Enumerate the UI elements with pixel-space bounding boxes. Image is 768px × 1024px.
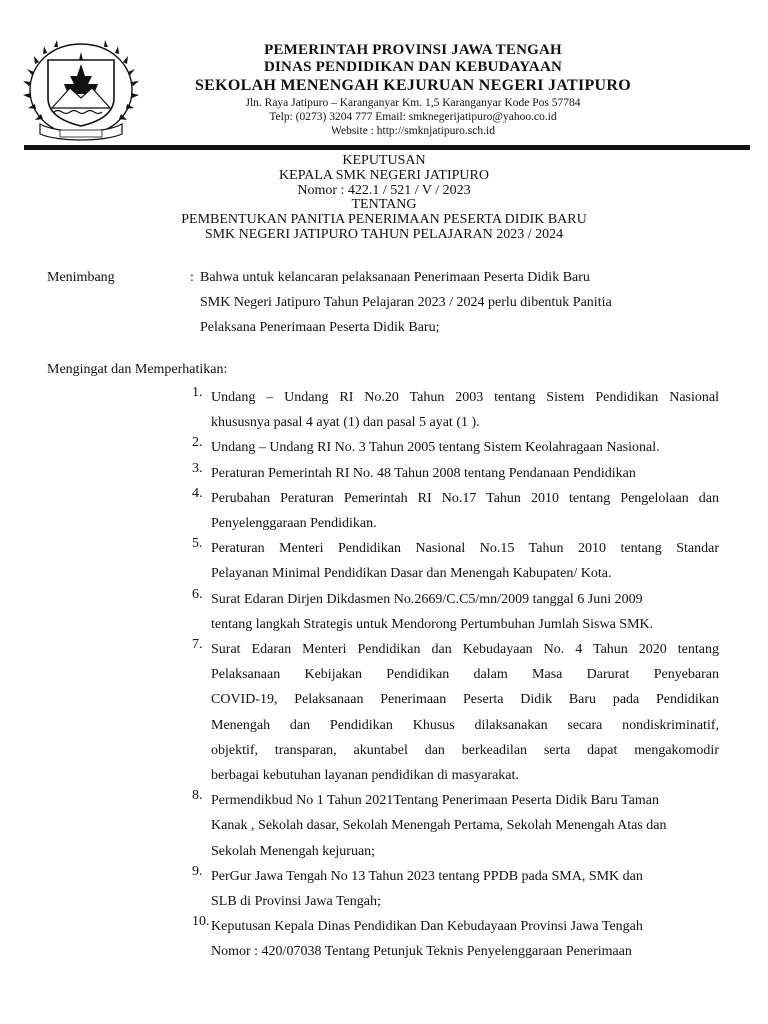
title-keputusan: KEPUTUSAN	[342, 153, 426, 168]
list-item-line: Undang – Undang RI No.20 Tahun 2003 tentang Sistem Pendidikan Nasional	[211, 390, 719, 405]
title-tentang: TENTANG	[351, 197, 417, 213]
jawa-tengah-emblem-icon	[22, 38, 140, 142]
list-item-line: Permendikbud No 1 Tahun 2021Tentang Penerimaan Peserta Didik Baru Taman	[211, 793, 659, 809]
menimbang-line: Bahwa untuk kelancaran pelaksanaan Penerimaan Peserta Didik Baru	[200, 270, 590, 285]
government-name: PEMERINTAH PROVINSI JAWA TENGAH	[264, 42, 562, 58]
list-item-line: SLB di Provinsi Jawa Tengah;	[211, 894, 381, 910]
list-item	[192, 637, 719, 788]
list-item-line: berbagai kebutuhan layanan pendidikan di masyarakat.	[211, 768, 519, 784]
list-item-line: Undang – Undang RI No. 3 Tahun 2005 tentang Sistem Keolahragaan Nasional.	[211, 440, 660, 456]
list-item	[192, 587, 719, 637]
list-item-line: khususnya pasal 4 ayat (1) dan pasal 5 ayat (1 ).	[211, 415, 480, 431]
list-item-line: Pelayanan Minimal Pendidikan Dasar dan Menengah Kabupaten/ Kota.	[211, 566, 612, 582]
decree-number: Nomor : 422.1 / 521 / V / 2023	[297, 182, 471, 198]
menimbang-label: Menimbang	[47, 270, 115, 285]
list-item-line: Pelaksanaan Kebijakan Pendidikan dalam Masa Darurat Penyebaran	[211, 667, 719, 683]
list-item	[192, 536, 719, 586]
list-item-line: Perubahan Peraturan Pemerintah RI No.17 Tahun 2010 tentang Pengelolaan dan	[211, 490, 719, 506]
list-item-number: 2.	[192, 435, 203, 451]
letterhead-divider	[24, 145, 750, 150]
list-item-number: 9.	[192, 863, 203, 879]
list-item	[192, 486, 719, 536]
list-item	[192, 461, 719, 486]
list-item	[192, 864, 719, 914]
decree-title	[100, 154, 668, 243]
list-item-number: 10.	[192, 914, 210, 930]
list-item-line: objektif, transparan, akuntabel dan berkeadilan serta dapat mengakomodir	[211, 742, 719, 758]
list-item-number: 8.	[192, 788, 203, 804]
school-contact: Telp: (0273) 3204 777 Email: smknegerijatipuro@yahoo.co.id	[269, 111, 557, 123]
list-item	[192, 788, 719, 864]
list-item-number: 7.	[192, 637, 203, 653]
decree-subject-line2: SMK NEGERI JATIPURO TAHUN PELAJARAN 2023 / 2024	[204, 226, 564, 242]
list-item	[192, 435, 719, 460]
list-item	[192, 914, 719, 964]
list-item-number: 3.	[192, 460, 203, 476]
letterhead	[0, 0, 768, 150]
list-item-number: 6.	[192, 586, 203, 602]
list-item	[192, 385, 719, 435]
list-item-line: Peraturan Pemerintah RI No. 48 Tahun 2008 tentang Pendanaan Pendidikan	[211, 465, 636, 481]
menimbang-line: SMK Negeri Jatipuro Tahun Pelajaran 2023 / 2024 perlu dibentuk Panitia	[200, 295, 612, 310]
list-item-line: PerGur Jawa Tengah No 13 Tahun 2023 tentang PPDB pada SMA, SMK dan	[211, 868, 643, 884]
list-item-line: Penyelenggaraan Pendidikan.	[211, 516, 377, 532]
list-item-number: 5.	[192, 536, 203, 552]
list-item-number: 4.	[192, 485, 203, 501]
list-item-number: 1.	[192, 385, 203, 400]
list-item-line: Peraturan Menteri Pendidikan Nasional No.15 Tahun 2010 tentang Standar	[211, 541, 719, 557]
decree-subject-line1: PEMBENTUKAN PANITIA PENERIMAAN PESERTA DIDIK BARU	[181, 212, 587, 228]
mengingat-label: Mengingat dan Memperhatikan:	[47, 362, 228, 377]
list-item-line: Menengah dan Pendidikan Khusus dilaksanakan secara nondiskriminatif,	[211, 717, 719, 733]
menimbang-line: Pelaksana Penerimaan Peserta Didik Baru;	[200, 320, 440, 335]
letterhead-text	[150, 42, 676, 138]
list-item-line: tentang langkah Strategis untuk Mendorong Pertumbuhan Jumlah Siswa SMK.	[211, 616, 654, 632]
list-item-line: Keputusan Kepala Dinas Pendidikan Dan Kebudayaan Provinsi Jawa Tengah	[211, 919, 643, 935]
agency-name: DINAS PENDIDIKAN DAN KEBUDAYAAN	[263, 59, 563, 75]
list-item-line: COVID-19, Pelaksanaan Penerimaan Peserta Didik Baru pada Pendidikan	[211, 692, 719, 708]
title-issuer: KEPALA SMK NEGERI JATIPURO	[279, 167, 489, 183]
menimbang-colon: :	[190, 270, 194, 285]
school-website: Website : http://smknjatipuro.sch.id	[331, 125, 495, 137]
school-address: Jln. Raya Jatipuro – Karanganyar Km. 1,5 Karanganyar Kode Pos 57784	[245, 97, 581, 109]
school-name: SEKOLAH MENENGAH KEJURUAN NEGERI JATIPURO	[194, 77, 632, 94]
list-item-line: Kanak , Sekolah dasar, Sekolah Menengah Pertama, Sekolah Menengah Atas dan	[211, 818, 667, 834]
list-item-line: Sekolah Menengah kejuruan;	[211, 843, 376, 859]
list-item-line: Surat Edaran Menteri Pendidikan dan Kebudayaan No. 4 Tahun 2020 tentang	[211, 642, 719, 658]
mengingat-list	[192, 385, 719, 965]
list-item-line: Nomor : 420/07038 Tentang Petunjuk Teknis Penyelenggaraan Penerimaan	[211, 944, 632, 960]
list-item-line: Surat Edaran Dirjen Dikdasmen No.2669/C.C5/mn/2009 tanggal 6 Juni 2009	[211, 591, 643, 607]
